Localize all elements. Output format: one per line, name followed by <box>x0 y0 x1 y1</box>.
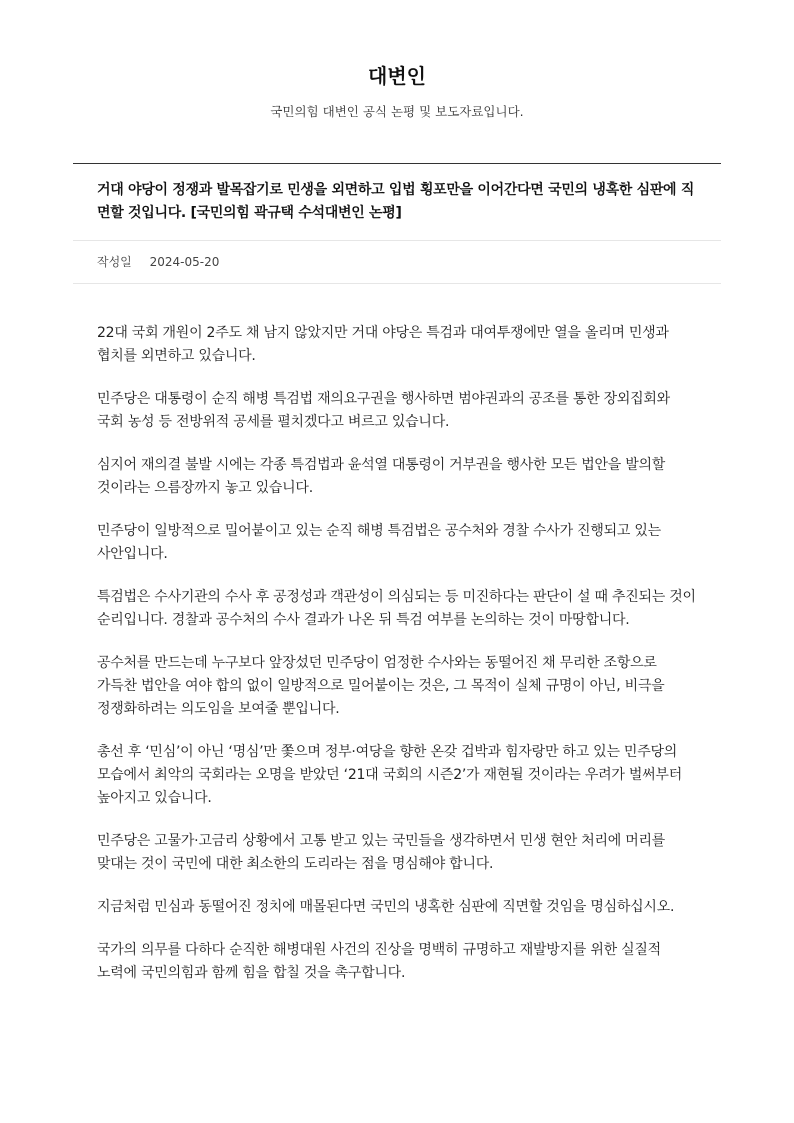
page-title: 대변인 <box>368 64 426 88</box>
article-meta <box>97 253 219 271</box>
article-body <box>97 322 697 1005</box>
paragraph: 민주당이 일방적으로 밀어붙이고 있는 순직 해병 특검법은 공수처와 경찰 수사가 진행되고 있는 사안입니다. <box>97 523 661 562</box>
paragraph: 민주당은 대통령이 순직 해병 특검법 재의요구권을 행사하면 범야권과의 공조를 통한 장외집회와 국회 농성 등 전방위적 공세를 펼치겠다고 벼르고 있습니다. <box>97 391 670 430</box>
page-subtitle: 국민의힘 대변인 공식 논평 및 보도자료입니다. <box>270 104 524 119</box>
date-value: 2024-05-20 <box>149 255 220 269</box>
date-label: 작성일 <box>97 255 132 269</box>
paragraph: 민주당은 고물가·고금리 상황에서 고통 받고 있는 국민들을 생각하면서 민생 현안 처리에 머리를 맞대는 것이 국민에 대한 최소한의 도리라는 점을 명심해야 합니다. <box>97 833 666 872</box>
paragraph: 지금처럼 민심과 동떨어진 정치에 매몰된다면 국민의 냉혹한 심판에 직면할 것임을 명심하십시오. <box>97 899 675 915</box>
paragraph: 심지어 재의결 불발 시에는 각종 특검법과 윤석열 대통령이 거부권을 행사한 모든 법안을 발의할 것이라는 으름장까지 놓고 있습니다. <box>97 457 666 496</box>
title-divider <box>73 240 721 241</box>
meta-divider <box>73 283 721 284</box>
paragraph: 공수처를 만드는데 누구보다 앞장섰던 민주당이 엄정한 수사와는 동떨어진 채 무리한 조항으로 가득찬 법안을 여야 합의 없이 일방적으로 밀어붙이는 것은, 그 목적이 실체 규명이 아닌, 비극을 정쟁화하려는 의도임을 보여줄 뿐입니다. <box>97 655 665 717</box>
header-divider <box>73 163 721 164</box>
paragraph: 총선 후 ‘민심’이 아닌 ‘명심’만 쫓으며 정부·여당을 향한 온갖 겁박과 힘자랑만 하고 있는 민주당의 모습에서 최악의 국회라는 오명을 받았던 ‘21대 국회의 시즌2’가 재현될 것이라는 우려가 벌써부터 높아지고 있습니다. <box>97 744 682 806</box>
paragraph: 특검법은 수사기관의 수사 후 공정성과 객관성이 의심되는 등 미진하다는 판단이 설 때 추진되는 것이 순리입니다. 경찰과 공수처의 수사 결과가 나온 뒤 특검 여부를 논의하는 것이 마땅합니다. <box>97 589 696 628</box>
article-title: 거대 야당이 정쟁과 발목잡기로 민생을 외면하고 입법 횡포만을 이어간다면 국민의 냉혹한 심판에 직면할 것입니다. [국민의힘 곽규택 수석대변인 논평] <box>97 182 695 221</box>
paragraph: 22대 국회 개원이 2주도 채 남지 않았지만 거대 야당은 특검과 대여투쟁에만 열을 올리며 민생과 협치를 외면하고 있습니다. <box>97 325 669 364</box>
paragraph: 국가의 의무를 다하다 순직한 해병대원 사건의 진상을 명백히 규명하고 재발방지를 위한 실질적 노력에 국민의힘과 함께 힘을 합칠 것을 촉구합니다. <box>97 942 661 981</box>
